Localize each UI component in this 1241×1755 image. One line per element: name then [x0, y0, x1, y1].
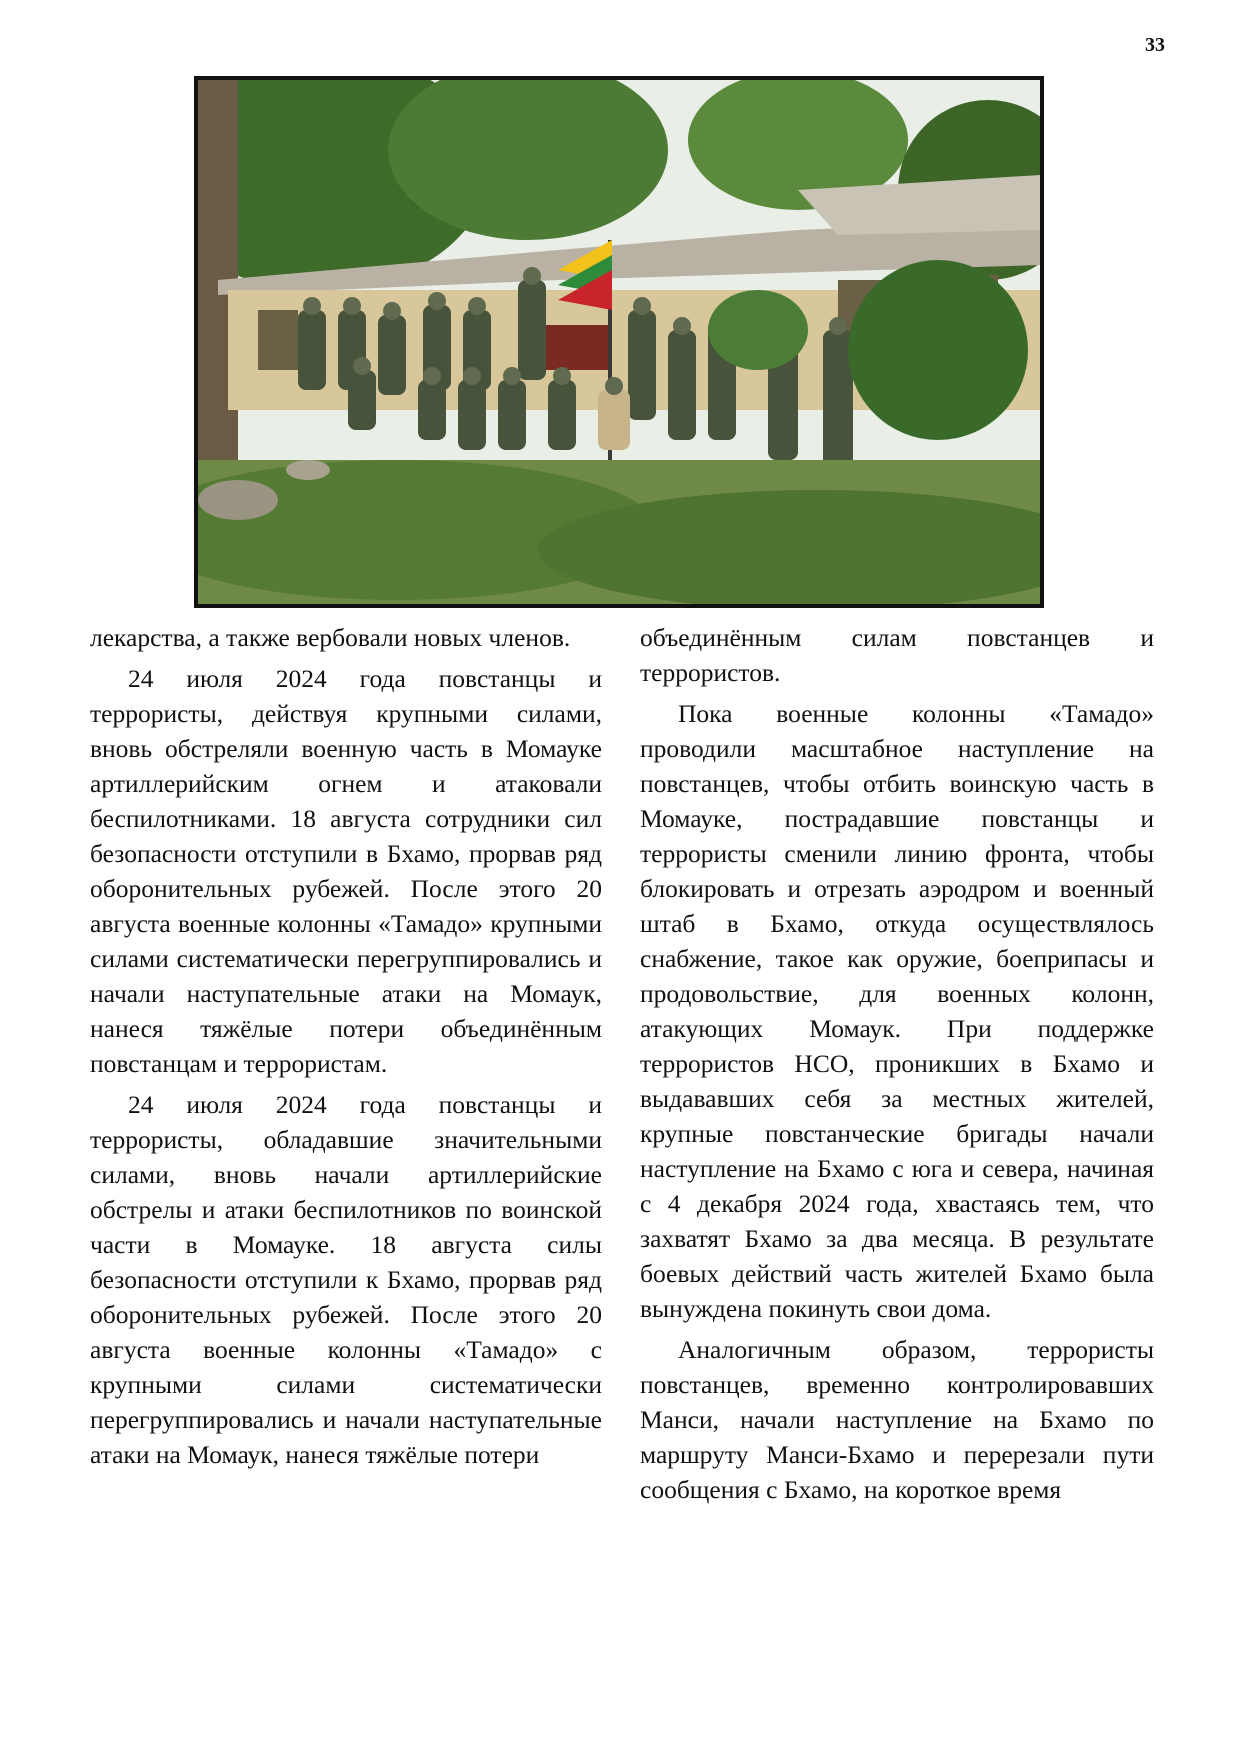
photo-illustration	[198, 80, 1040, 604]
paragraph: лекарства, а также вербовали новых членов.	[90, 623, 571, 652]
page-number: 33	[1145, 34, 1165, 56]
right-column	[640, 620, 1154, 1513]
paragraph: 24 июля 2024 года повстанцы и террористы, действуя крупными силами, вновь обстреляли военную часть в Момауке артиллерийским огнем и атаковали беспилотниками. 18 августа сотрудники сил безопасности отступили в Бхамо, прорвав ряд оборонительных рубежей. После этого 20 августа военные колонны «Тамадо» крупными силами систематически перегруппировались и начали наступательные атаки на Момаук, нанеся тяжёлые потери объединённым повстанцам и террористам.	[90, 664, 602, 1078]
group-photo	[194, 76, 1044, 608]
paragraph: объединённым силам повстанцев и террористов.	[640, 623, 1154, 687]
left-column	[90, 620, 602, 1478]
paragraph: 24 июля 2024 года повстанцы и террористы, обладавшие значительными силами, вновь начали артиллерийские обстрелы и атаки беспилотников по воинской части в Момауке. 18 августа силы безопасности отступили к Бхамо, прорвав ряд оборонительных рубежей. После этого 20 августа военные колонны «Тамадо» с крупными силами систематически перегруппировались и начали наступательные атаки на Момаук, нанеся тяжёлые потери	[90, 1090, 602, 1469]
paragraph: Аналогичным образом, террористы повстанцев, временно контролировавших Манси, начали наступление на Бхамо по маршруту Манси-Бхамо и перерезали пути сообщения с Бхамо, на короткое время	[640, 1335, 1154, 1504]
paragraph: Пока военные колонны «Тамадо» проводили масштабное наступление на повстанцев, чтобы отбить воинскую часть в Момауке, пострадавшие повстанцы и террористы сменили линию фронта, чтобы блокировать и отрезать аэродром и военный штаб в Бхамо, откуда осуществлялось снабжение, такое как оружие, боеприпасы и продовольствие, для военных колонн, атакующих Момаук. При поддержке террористов НСО, проникших в Бхамо и выдававших себя за местных жителей, крупные повстанческие бригады начали наступление на Бхамо с юга и севера, начиная с 4 декабря 2024 года, хвастаясь тем, что захватят Бхамо за два месяца. В результате боевых действий часть жителей Бхамо была вынуждена покинуть свои дома.	[640, 699, 1154, 1323]
